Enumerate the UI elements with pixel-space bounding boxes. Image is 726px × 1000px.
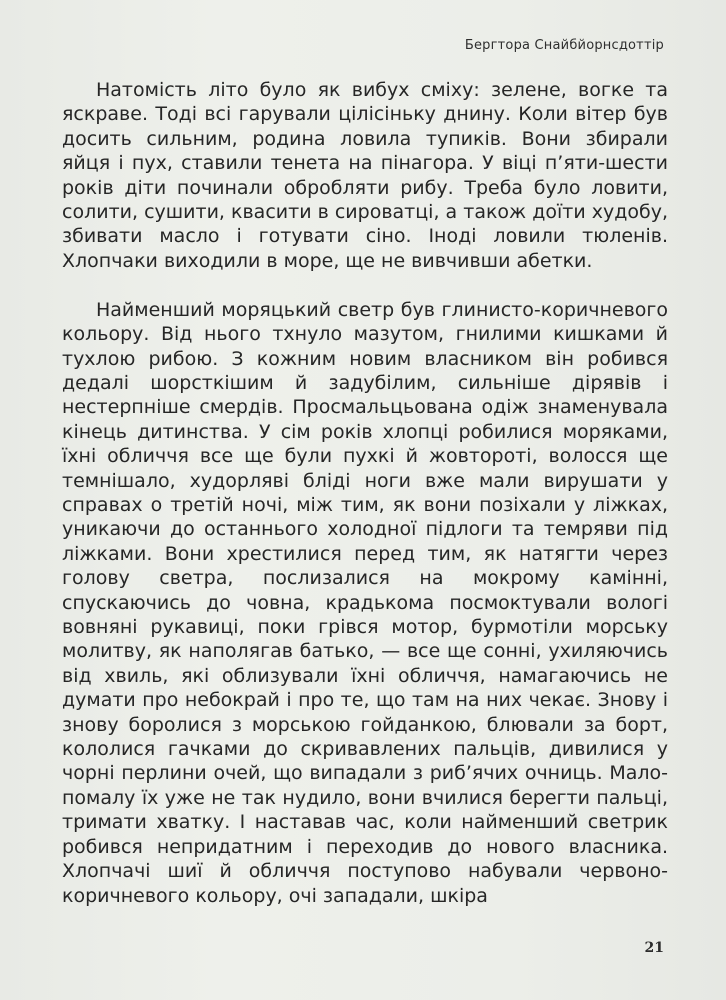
paragraph-1: Натомість літо було як вибух сміху: зелене, вогке та яскраве. Тоді всі гарували цілісіньку днину. Коли вітер був досить сильним, родина ловила тупиків. Вони збирали яйця і пух, ставили тенета на пінагора. У віці п’яти-шести років діти починали обробляти рибу. Треба було ловити, солити, сушити, квасити в сироватці, а також доїти худобу, збивати масло і готувати сіно. Іноді ловили тюленів. Хлопчаки виходили в море, ще не вивчивши абетки. — [62, 79, 668, 272]
running-header: Бергтора Снайбйорнсдоттір — [464, 38, 664, 53]
paragraph-2: Найменший моряцький светр був глинисто-коричневого кольору. Від нього тхнуло мазутом, гнилими кишками й тухлою рибою. З кожним новим власником він робився дедалі шорсткішим й задубілим, сильніше дірявів і нестерпніше смердів. Просмальцьована одіж знаменувала кінець дитинства. У сім років хлопці робилися моряками, їхні обличчя все ще були пухкі й жовтороті, волосся ще темнішало, худорляві бліді ноги вже мали вирушати у справах о третій ночі, між тим, як вони позіхали у ліжках, уникаючи до останнього холодної підлоги та темряви під ліжками. Вони хрестилися перед тим, як натягти через голову светра, послизалися на мокрому камінні, спускаючись до човна, крадькома посмоктували вологі вовняні рукавиці, поки грівся мотор, бурмотіли морську молитву, як наполягав батько, — все ще сонні, ухиляючись від хвиль, які облизували їхні обличчя, намагаючись не думати про небокрай і про те, що там на них чекає. Знову і знову боролися з морською гойданкою, блювали за борт, кололися гачками до скривавлених пальців, дивилися у чорні перлини очей, що випадали з риб’ячих очниць. Мало-помалу їх уже не так нудило, вони вчилися берегти пальці, тримати хватку. І наставав час, коли найменший светрик робився непридатним і переходив до нового власника. Хлопчачі шиї й обличчя поступово набували червоно-коричневого кольору, очі западали, шкіра — [62, 298, 668, 907]
body-text — [62, 78, 668, 908]
page-number: 21 — [644, 940, 664, 956]
